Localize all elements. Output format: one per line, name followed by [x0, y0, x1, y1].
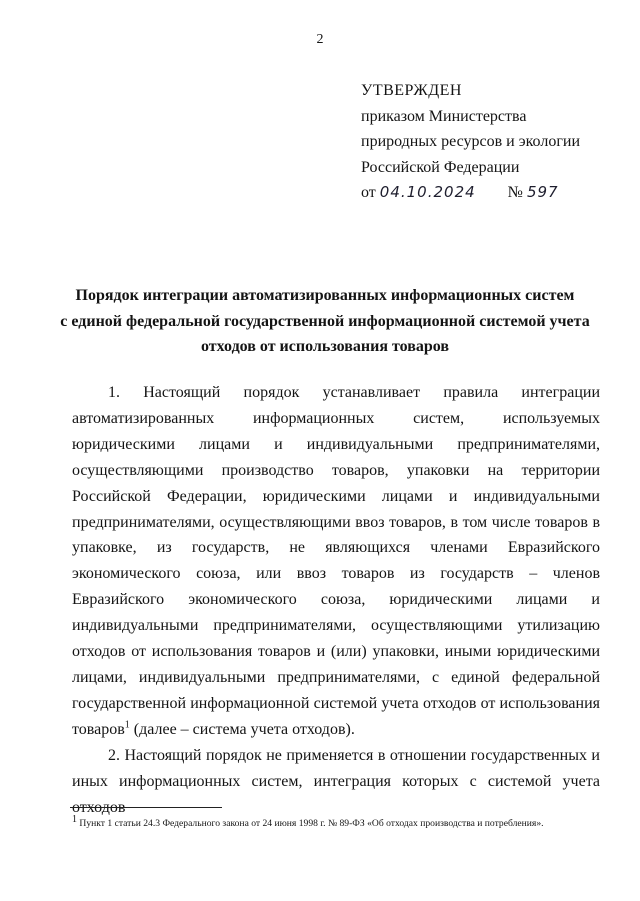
title-line-2: с единой федеральной государственной информационной системой учета — [60, 312, 590, 330]
paragraph-2: 2. Настоящий порядок не применяется в отношении государственных и иных информационных систем, интеграция которых с системой учета отходов — [72, 746, 600, 816]
date-prefix: от — [361, 184, 376, 201]
paragraph-1 — [72, 380, 600, 743]
paragraph-1-end: (далее – система учета отходов). — [129, 720, 355, 738]
approval-heading: УТВЕРЖДЕН — [361, 82, 462, 99]
footnote — [72, 813, 632, 830]
page-number: 2 — [316, 32, 324, 47]
footnote-text: Пункт 1 статьи 24.3 Федерального закона от 24 июня 1998 г. № 89-ФЗ «Об отходах производства и потребления». — [77, 818, 544, 829]
paragraph-1-text: 1. Настоящий порядок устанавливает правила интеграции автоматизированных информационных систем, используемых юридическими лицами и индивидуальными предпринимателями, осуществляющими производство товаров, упаковки на территории Российской Федерации, юридическими лицами и индивидуальными предпринимателями, осуществляющими ввоз товаров, в том числе товаров в упаковке, из государств, не являющихся членами Евразийского экономического союза, или ввоз товаров из государств – членов Евразийского экономического союза, юридическими лицами и индивидуальными предпринимателями, осуществляющими утилизацию отходов от использования товаров и (или) упаковки, иными юридическими лицами, индивидуальными предпринимателями, с единой федеральной государственной информационной системой учета отходов от использования товаров — [72, 384, 600, 738]
approval-line-1: приказом Министерства — [361, 107, 527, 125]
approval-line-3: Российской Федерации — [361, 158, 520, 176]
footnote-divider — [70, 807, 222, 808]
footnote-mark: 1 — [72, 813, 77, 825]
title-line-3: отходов от использования товаров — [200, 338, 450, 355]
decree-line — [361, 180, 611, 206]
title-line-1: Порядок интеграции автоматизированных информационных систем — [75, 287, 575, 304]
handwritten-date: 04.10.2024 — [379, 183, 476, 201]
footnote-reference: 1 — [124, 719, 130, 731]
approval-line-2: природных ресурсов и экологии — [361, 133, 581, 150]
handwritten-number: 597 — [526, 183, 559, 201]
number-prefix: № — [507, 184, 523, 201]
document-title — [60, 283, 590, 360]
approval-block — [361, 78, 611, 206]
document-body — [72, 380, 600, 820]
